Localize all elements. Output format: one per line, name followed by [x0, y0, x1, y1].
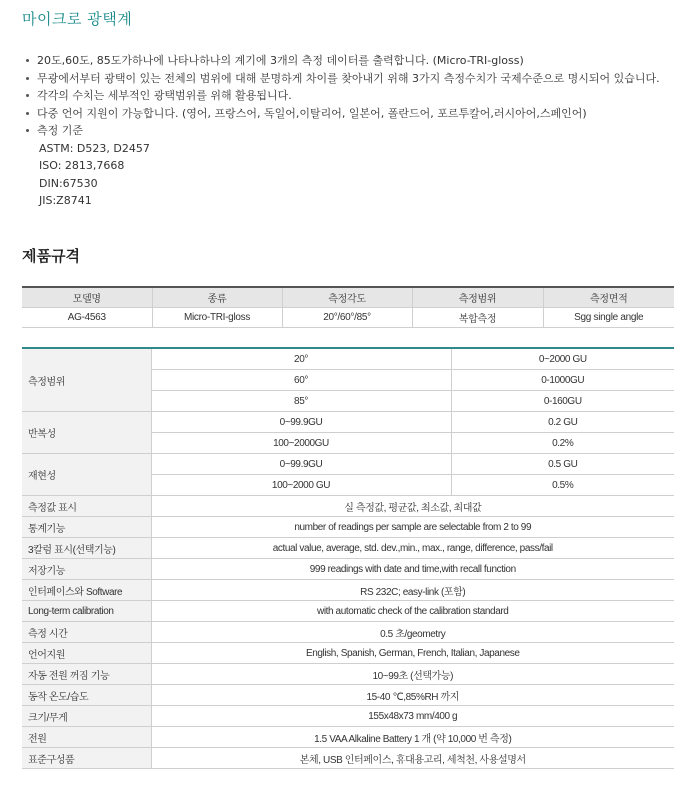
- table-cell: Sgg single angle: [543, 308, 674, 328]
- table-cell: 0.2 GU: [451, 412, 674, 433]
- table-row: [22, 727, 674, 748]
- table-cell: 60°: [151, 370, 451, 391]
- feature-item: 각각의 수치는 세부적인 광택범위를 위해 활용됩니다.: [24, 87, 660, 105]
- row-label: 전원: [22, 727, 151, 748]
- table-cell: 85°: [151, 391, 451, 412]
- table-cell: 0.5%: [451, 475, 674, 496]
- row-label: 재현성: [22, 454, 151, 496]
- feature-item: 무광에서부터 광택이 있는 전체의 범위에 대해 분명하게 차이를 찾아내기 위해 3가지 측정수치가 국제수준으로 명시되어 있습니다.: [24, 70, 660, 88]
- standards-item: [24, 122, 660, 210]
- table-row: [22, 748, 674, 769]
- table-cell: with automatic check of the calibration standard: [151, 601, 674, 622]
- table-cell: actual value, average, std. dev.,min., max., range, difference, pass/fail: [151, 538, 674, 559]
- row-label: Long-term calibration: [22, 601, 151, 622]
- standards-list: [37, 140, 660, 210]
- row-label: 언어지원: [22, 643, 151, 664]
- table-cell: 1.5 VAA Alkaline Battery 1 개 (약 10,000 번 측정): [151, 727, 674, 748]
- table-row: [22, 412, 674, 433]
- row-label: 측정 시간: [22, 622, 151, 643]
- model-table-row: [22, 308, 674, 328]
- standard-line: DIN:67530: [39, 176, 98, 190]
- table-row: [22, 454, 674, 475]
- table-cell: 0~2000 GU: [451, 348, 674, 370]
- table-row: [22, 601, 674, 622]
- standard-line: ASTM: D523, D2457: [39, 141, 150, 155]
- row-label: 통계기능: [22, 517, 151, 538]
- table-row: [22, 559, 674, 580]
- row-label: 저장기능: [22, 559, 151, 580]
- table-cell: 20°: [151, 348, 451, 370]
- standard-line: JIS:Z8741: [39, 194, 92, 207]
- table-cell: 복합측정: [412, 308, 543, 328]
- table-row: [22, 348, 674, 370]
- table-cell: 0~99.9GU: [151, 412, 451, 433]
- table-cell: 10~99초 (선택가능): [151, 664, 674, 685]
- header-cell: 종류: [152, 287, 282, 308]
- standards-label: 측정 기준: [37, 124, 84, 137]
- table-row: [22, 496, 674, 517]
- row-label: 반복성: [22, 412, 151, 454]
- table-row: [22, 622, 674, 643]
- table-cell: 0.5 초/geometry: [151, 622, 674, 643]
- header-cell: 측정범위: [412, 287, 543, 308]
- table-row: [22, 643, 674, 664]
- table-cell: 155x48x73 mm/400 g: [151, 706, 674, 727]
- table-row: [22, 706, 674, 727]
- model-table-header: [22, 287, 674, 308]
- table-cell: AG-4563: [22, 308, 152, 328]
- row-label: 크기/무게: [22, 706, 151, 727]
- header-cell: 모델명: [22, 287, 152, 308]
- page-title: 마이크로 광택계: [22, 10, 133, 28]
- table-cell: 0.2%: [451, 433, 674, 454]
- row-label: 자동 전원 꺼짐 기능: [22, 664, 151, 685]
- table-row: [22, 685, 674, 706]
- table-cell: 0-160GU: [451, 391, 674, 412]
- table-cell: 999 readings with date and time,with recall function: [151, 559, 674, 580]
- table-cell: 15-40 ℃,85%RH 까지: [151, 685, 674, 706]
- table-cell: 실 측정값, 평균값, 최소값, 최대값: [151, 496, 674, 517]
- row-label: 표준구성품: [22, 748, 151, 769]
- row-label: 3칼럼 표시(선택기능): [22, 538, 151, 559]
- model-table: [22, 286, 674, 328]
- table-cell: 0-1000GU: [451, 370, 674, 391]
- table-row: [22, 517, 674, 538]
- table-cell: Micro-TRI-gloss: [152, 308, 282, 328]
- header-cell: 측정각도: [282, 287, 412, 308]
- feature-item: 다중 언어 지원이 가능합니다. (영어, 프랑스어, 독일어,이탈리어, 일본어, 폴란드어, 포르투칼어,러시아어,스페인어): [24, 105, 660, 123]
- feature-item: 20도,60도, 85도가하나에 나타나하나의 계기에 3개의 측정 데이터를 출력합니다. (Micro-TRI-gloss): [24, 52, 660, 70]
- table-row: [22, 580, 674, 601]
- table-cell: English, Spanish, German, French, Italian, Japanese: [151, 643, 674, 664]
- table-row: [22, 664, 674, 685]
- table-cell: 0~99.9GU: [151, 454, 451, 475]
- row-label: 동작 온도/습도: [22, 685, 151, 706]
- spec-table: [22, 347, 674, 769]
- standard-line: ISO: 2813,7668: [39, 159, 125, 172]
- table-cell: 100~2000GU: [151, 433, 451, 454]
- table-cell: 100~2000 GU: [151, 475, 451, 496]
- table-row: [22, 538, 674, 559]
- table-cell: number of readings per sample are selectable from 2 to 99: [151, 517, 674, 538]
- table-cell: RS 232C; easy-link (포함): [151, 580, 674, 601]
- row-label: 측정값 표시: [22, 496, 151, 517]
- row-label: 인터페이스와 Software: [22, 580, 151, 601]
- header-cell: 측정면적: [543, 287, 674, 308]
- table-cell: 0.5 GU: [451, 454, 674, 475]
- table-cell: 20°/60°/85°: [282, 308, 412, 328]
- feature-list: [24, 52, 660, 210]
- row-label: 측정범위: [22, 348, 151, 412]
- table-cell: 본체, USB 인터페이스, 휴대용고리, 세척천, 사용설명서: [151, 748, 674, 769]
- spec-section-title: 제품규격: [22, 247, 80, 265]
